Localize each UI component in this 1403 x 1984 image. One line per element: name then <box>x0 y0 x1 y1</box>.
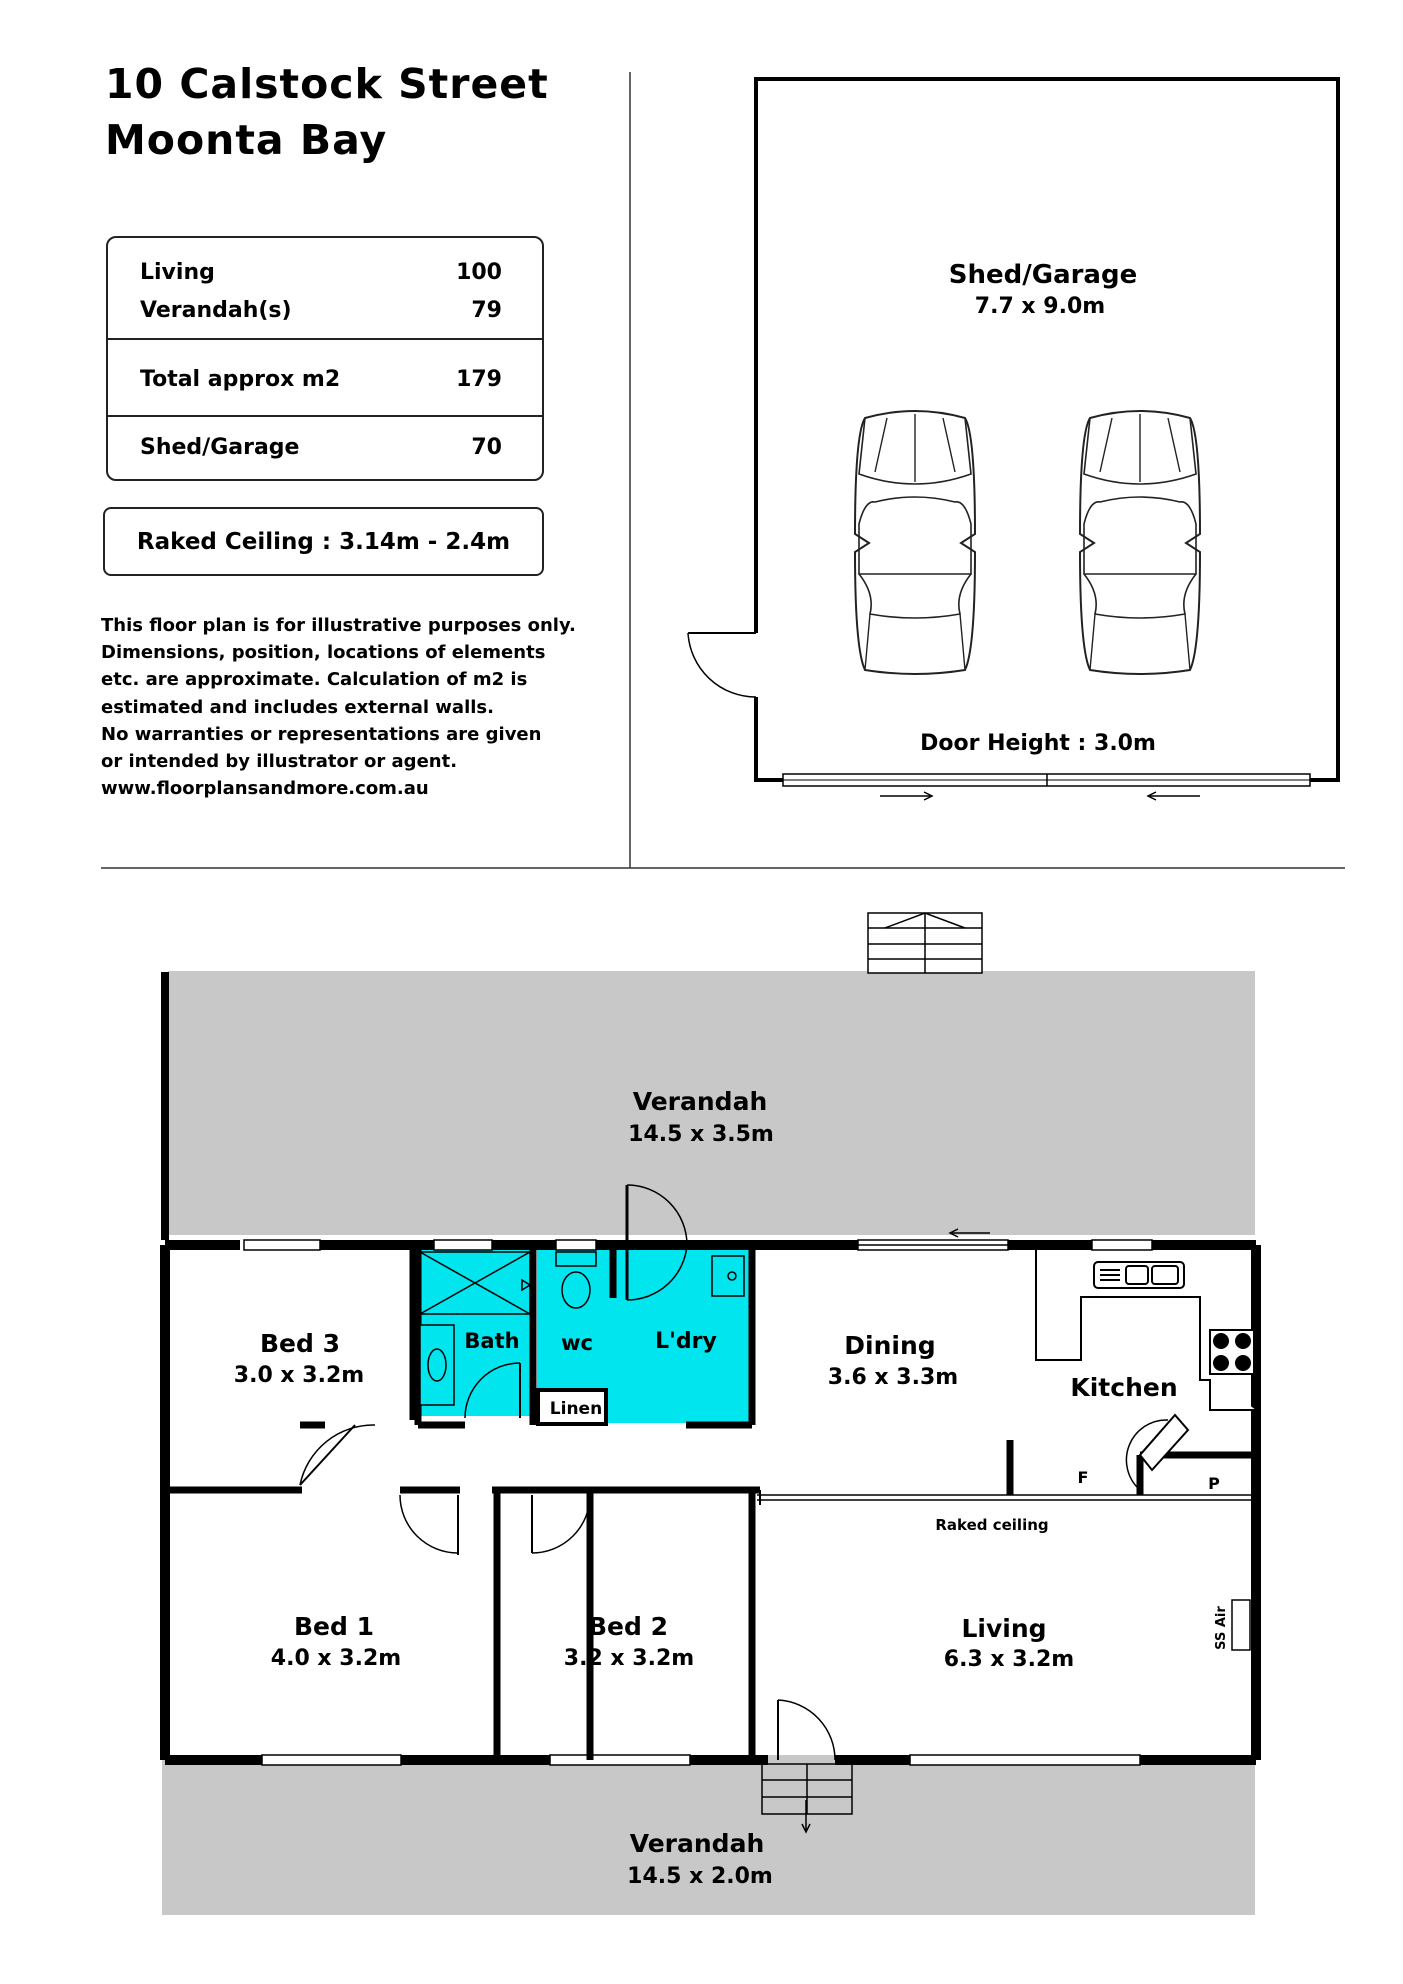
garage-plan <box>688 79 1338 800</box>
address-street: 10 Calstock Street <box>105 60 549 108</box>
living-name: Living <box>961 1614 1047 1643</box>
living-dims: 6.3 x 3.2m <box>943 1647 1075 1672</box>
area-label: Total approx m2 <box>140 367 341 392</box>
disclaimer-line: etc. are approximate. Calculation of m2 is <box>101 669 528 691</box>
area-value: 70 <box>471 435 502 460</box>
area-value: 179 <box>456 367 502 392</box>
garage-dims: 7.7 x 9.0m <box>974 294 1106 319</box>
area-value: 79 <box>471 298 502 323</box>
disclaimer-line: No warranties or representations are given <box>101 723 542 745</box>
aircon-unit <box>1232 1600 1250 1650</box>
garage-name: Shed/Garage <box>948 260 1138 290</box>
verandah-rear-dims: 14.5 x 3.5m <box>628 1122 774 1147</box>
disclaimer-line: This floor plan is for illustrative purposes only. <box>101 615 576 636</box>
verandah-rear-name: Verandah <box>632 1087 768 1116</box>
pantry-label: P <box>1208 1474 1220 1493</box>
raked-ceiling-label: Raked ceiling <box>935 1516 1049 1534</box>
aircon-label: SS Air <box>1214 1606 1229 1650</box>
website-link[interactable]: www.floorplansandmore.com.au <box>101 778 429 800</box>
wc-name: wc <box>561 1331 593 1355</box>
area-label: Living <box>140 260 215 285</box>
address-suburb: Moonta Bay <box>105 116 388 164</box>
door-height: Door Height : 3.0m <box>920 731 1156 756</box>
linen-name: Linen <box>549 1399 603 1419</box>
dining-name: Dining <box>844 1331 936 1360</box>
laundry-name: L'dry <box>655 1329 717 1354</box>
bath-name: Bath <box>464 1329 520 1353</box>
fridge-label: F <box>1077 1468 1089 1487</box>
raked-ceiling-note: Raked Ceiling : 3.14m - 2.4m <box>103 507 544 576</box>
bed2-dims: 3.2 x 3.2m <box>563 1646 695 1671</box>
bed3-dims: 3.0 x 3.2m <box>233 1363 365 1388</box>
area-value: 100 <box>456 260 502 285</box>
rear-steps <box>868 913 982 973</box>
verandah-front-dims: 14.5 x 2.0m <box>627 1864 773 1889</box>
kitchen-name: Kitchen <box>1070 1373 1178 1402</box>
house-plan <box>162 913 1256 1915</box>
disclaimer-line: estimated and includes external walls. <box>101 696 494 718</box>
bed3-name: Bed 3 <box>259 1329 341 1358</box>
area-label: Verandah(s) <box>140 298 292 323</box>
bed1-dims: 4.0 x 3.2m <box>270 1646 402 1671</box>
disclaimer-line: Dimensions, position, locations of elements <box>101 642 546 664</box>
disclaimer-line: or intended by illustrator or agent. <box>101 751 458 773</box>
bed1-name: Bed 1 <box>293 1612 375 1641</box>
area-label: Shed/Garage <box>140 435 300 460</box>
bed2-name: Bed 2 <box>587 1612 669 1641</box>
verandah-front-name: Verandah <box>629 1829 765 1858</box>
dining-dims: 3.6 x 3.3m <box>827 1365 959 1390</box>
